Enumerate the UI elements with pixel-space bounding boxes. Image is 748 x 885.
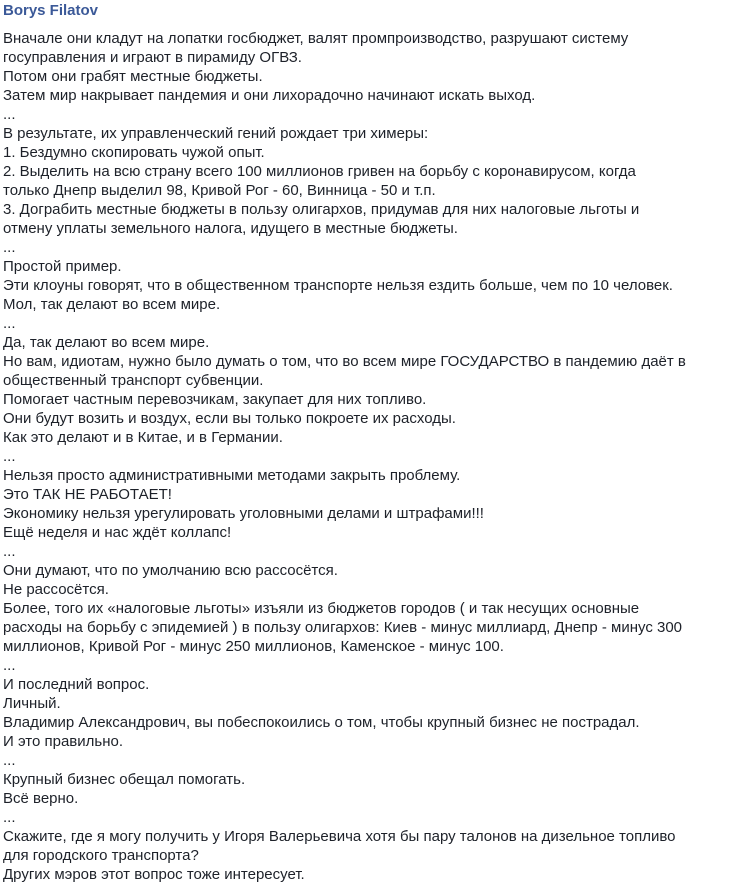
post-text-line: Да, так делают во всем мире. [3, 334, 210, 351]
post-text-line: Нельзя просто административными методами закрыть проблему. [3, 467, 461, 484]
post-text-line: Скажите, где я могу получить у Игоря Валерьевича хотя бы пару талонов на дизельное топливо [3, 828, 676, 845]
post-text-line: госуправления и играют в пирамиду ОГВЗ. [3, 49, 302, 66]
post-text-line: Более, того их «налоговые льготы» изъяли из бюджетов городов ( и так несущих основные [3, 600, 640, 617]
post-text-line: Как это делают и в Китае, и в Германии. [3, 429, 283, 446]
post-text-line: Помогает частным перевозчикам, закупает для них топливо. [3, 391, 427, 408]
post-text-line: Простой пример. [3, 258, 122, 275]
post-text-line: Они будут возить и воздух, если вы только покроете их расходы. [3, 410, 456, 427]
post-text-line: Ещё неделя и нас ждёт коллапс! [3, 524, 232, 541]
post-text-line: ... [3, 448, 16, 465]
post-text-line: Крупный бизнес обещал помогать. [3, 771, 246, 788]
post-text-line: Других мэров этот вопрос тоже интересует. [3, 866, 305, 883]
post-text-line: И последний вопрос. [3, 676, 150, 693]
post-text-line: ... [3, 239, 16, 256]
post-text-line: И это правильно. [3, 733, 123, 750]
post-text-line: Они думают, что по умолчанию всю рассосётся. [3, 562, 338, 579]
post-text-line: отмену уплаты земельного налога, идущего в местные бюджеты. [3, 220, 458, 237]
post-text-line: Владимир Александрович, вы побеспокоились о том, чтобы крупный бизнес не пострадал. [3, 714, 640, 731]
post-body [3, 29, 747, 884]
post-text-line: Не рассосётся. [3, 581, 109, 598]
post-text-line: 2. Выделить на всю страну всего 100 миллионов гривен на борьбу с коронавирусом, когда [3, 163, 636, 180]
post-text-line: Мол, так делают во всем мире. [3, 296, 221, 313]
post-author-link[interactable]: Borys Filatov [3, 2, 99, 19]
post-text-line: Всё верно. [3, 790, 79, 807]
post-text-line: ... [3, 809, 16, 826]
post-text-line: Это ТАК НЕ РАБОТАЕТ! [3, 486, 172, 503]
post-text-line: Затем мир накрывает пандемия и они лихорадочно начинают искать выход. [3, 87, 536, 104]
post-text-line: 3. Дограбить местные бюджеты в пользу олигархов, придумав для них налоговые льготы и [3, 201, 640, 218]
post-text-line: для городского транспорта? [3, 847, 199, 864]
post-text-line: 1. Бездумно скопировать чужой опыт. [3, 144, 265, 161]
post-text-line: ... [3, 315, 16, 332]
post-text-line: Вначале они кладут на лопатки госбюджет, валят промпроизводство, разрушают систему [3, 30, 629, 47]
post-text-line: ... [3, 657, 16, 674]
post-text-line: Но вам, идиотам, нужно было думать о том, что во всем мире ГОСУДАРСТВО в пандемию даёт в [3, 353, 686, 370]
post-text-line: общественный транспорт субвенции. [3, 372, 264, 389]
post-text-line: ... [3, 752, 16, 769]
post-text-line: только Днепр выделил 98, Кривой Рог - 60, Винница - 50 и т.п. [3, 182, 436, 199]
post-text-line: Эти клоуны говорят, что в общественном транспорте нельзя ездить больше, чем по 10 человек. [3, 277, 673, 294]
post-text-line: ... [3, 543, 16, 560]
facebook-post [3, 0, 747, 884]
post-text-line: Личный. [3, 695, 61, 712]
post-text-line: ... [3, 106, 16, 123]
post-text-line: расходы на борьбу с эпидемией ) в пользу олигархов: Киев - минус миллиард, Днепр - минус 300 [3, 619, 683, 636]
post-text-line: миллионов, Кривой Рог - минус 250 миллионов, Каменское - минус 100. [3, 638, 504, 655]
post-text-line: Потом они грабят местные бюджеты. [3, 68, 263, 85]
post-text-line: В результате, их управленческий гений рождает три химеры: [3, 125, 429, 142]
post-text-line: Экономику нельзя урегулировать уголовными делами и штрафами!!! [3, 505, 484, 522]
